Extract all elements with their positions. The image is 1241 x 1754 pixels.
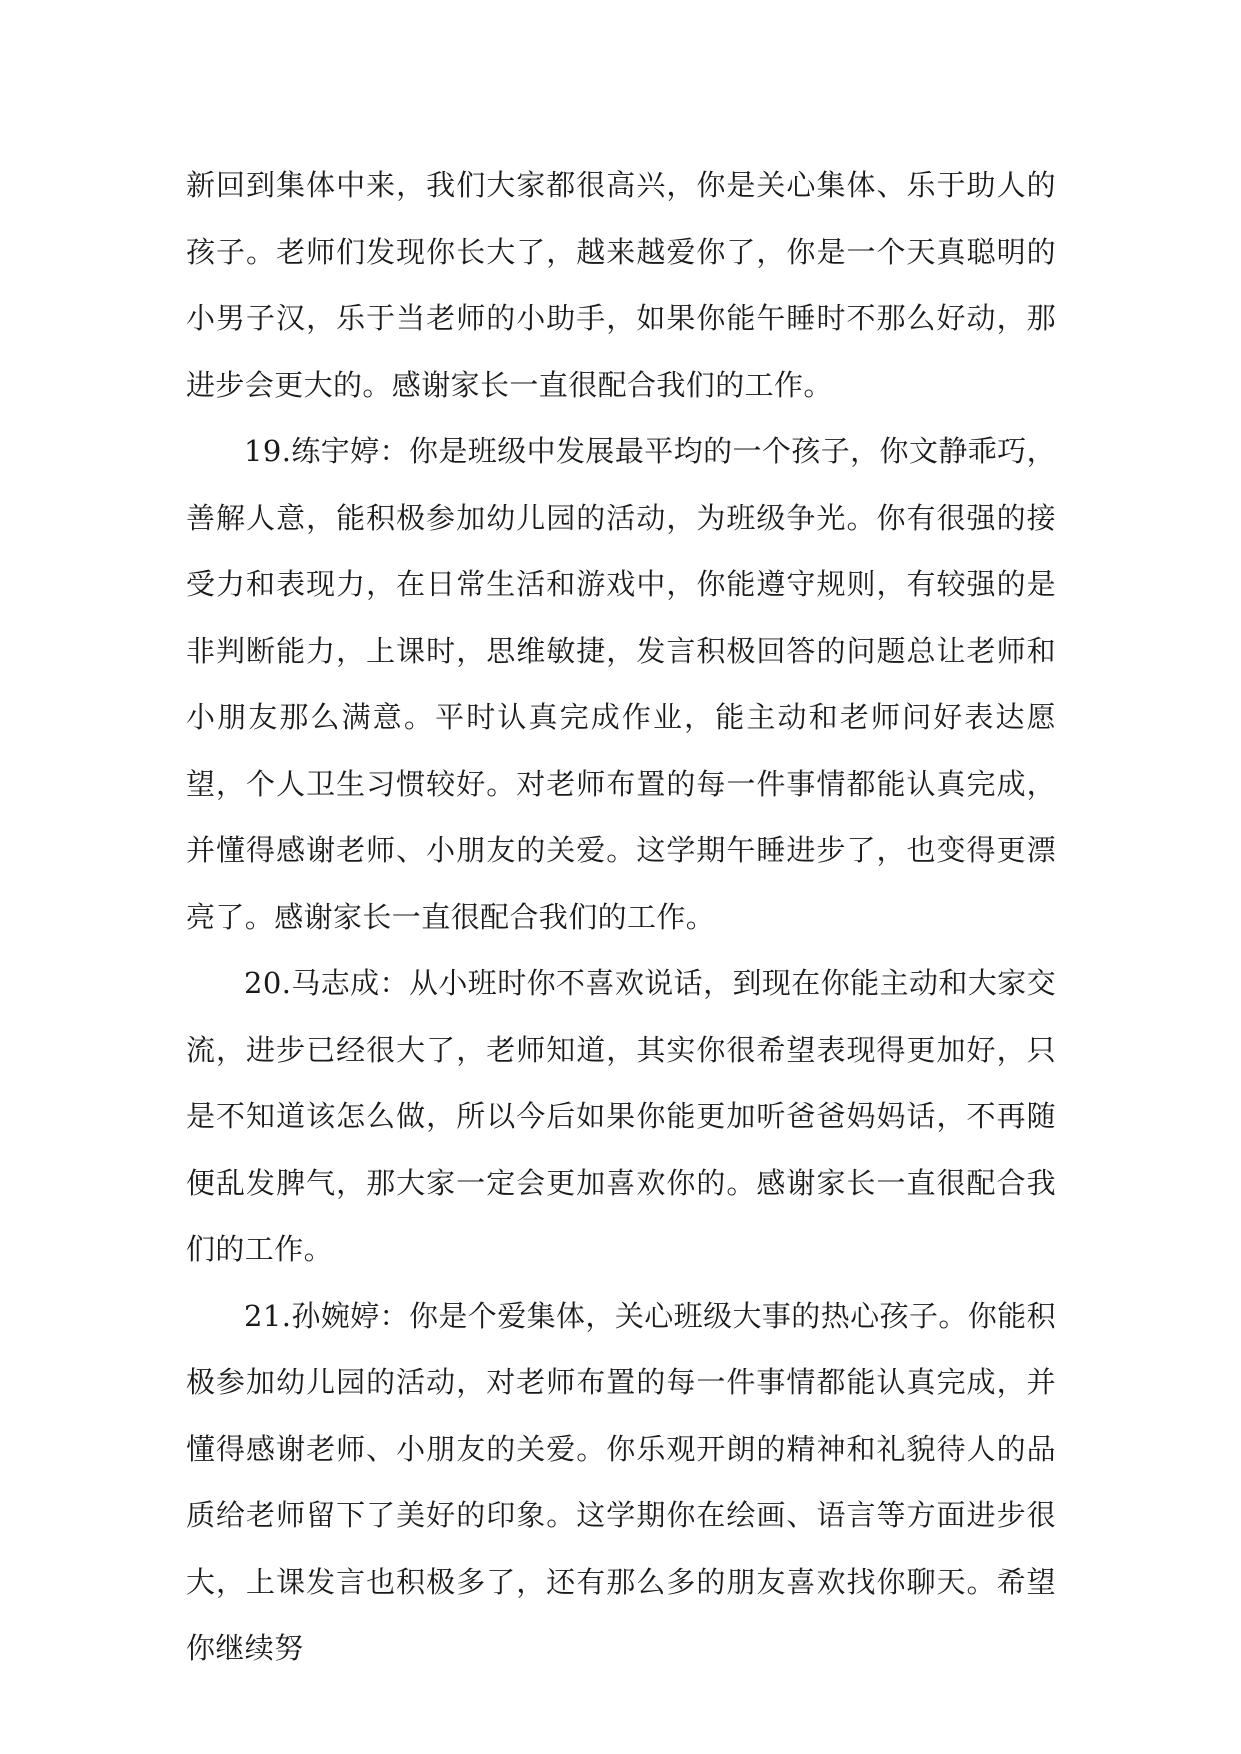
- paragraph-continuation: 新回到集体中来，我们大家都很高兴，你是关心集体、乐于助人的孩子。老师们发现你长大了，越来越爱你了，你是一个天真聪明的小男子汉，乐于当老师的小助手，如果你能午睡时不那么好动，那进步会更大的。感谢家长一直很配合我们的工作。: [186, 168, 1056, 402]
- paragraph-19: 19.练宇婷：你是班级中发展最平均的一个孩子，你文静乖巧，善解人意，能积极参加幼儿园的活动，为班级争光。你有很强的接受力和表现力，在日常生活和游戏中，你能遵守规则，有较强的是非判断能力，上课时，思维敏捷，发言积极回答的问题总让老师和小朋友那么满意。平时认真完成作业，能主动和老师问好表达愿望，个人卫生习惯较好。对老师布置的每一件事情都能认真完成，并懂得感谢老师、小朋友的关爱。这学期午睡进步了，也变得更漂亮了。感谢家长一直很配合我们的工作。: [186, 434, 1056, 934]
- paragraph-20: 20.马志成：从小班时你不喜欢说话，到现在你能主动和大家交流，进步已经很大了，老师知道，其实你很希望表现得更加好，只是不知道该怎么做，所以今后如果你能更加听爸爸妈妈话，不再随便乱发脾气，那大家一定会更加喜欢你的。感谢家长一直很配合我们的工作。: [186, 966, 1056, 1266]
- paragraph-21: 21.孙婉婷：你是个爱集体，关心班级大事的热心孩子。你能积极参加幼儿园的活动，对老师布置的每一件事情都能认真完成，并懂得感谢老师、小朋友的关爱。你乐观开朗的精神和礼貌待人的品质给老师留下了美好的印象。这学期你在绘画、语言等方面进步很大，上课发言也积极多了，还有那么多的朋友喜欢找你聊天。希望你继续努: [186, 1298, 1056, 1665]
- body-text: [186, 152, 1056, 1682]
